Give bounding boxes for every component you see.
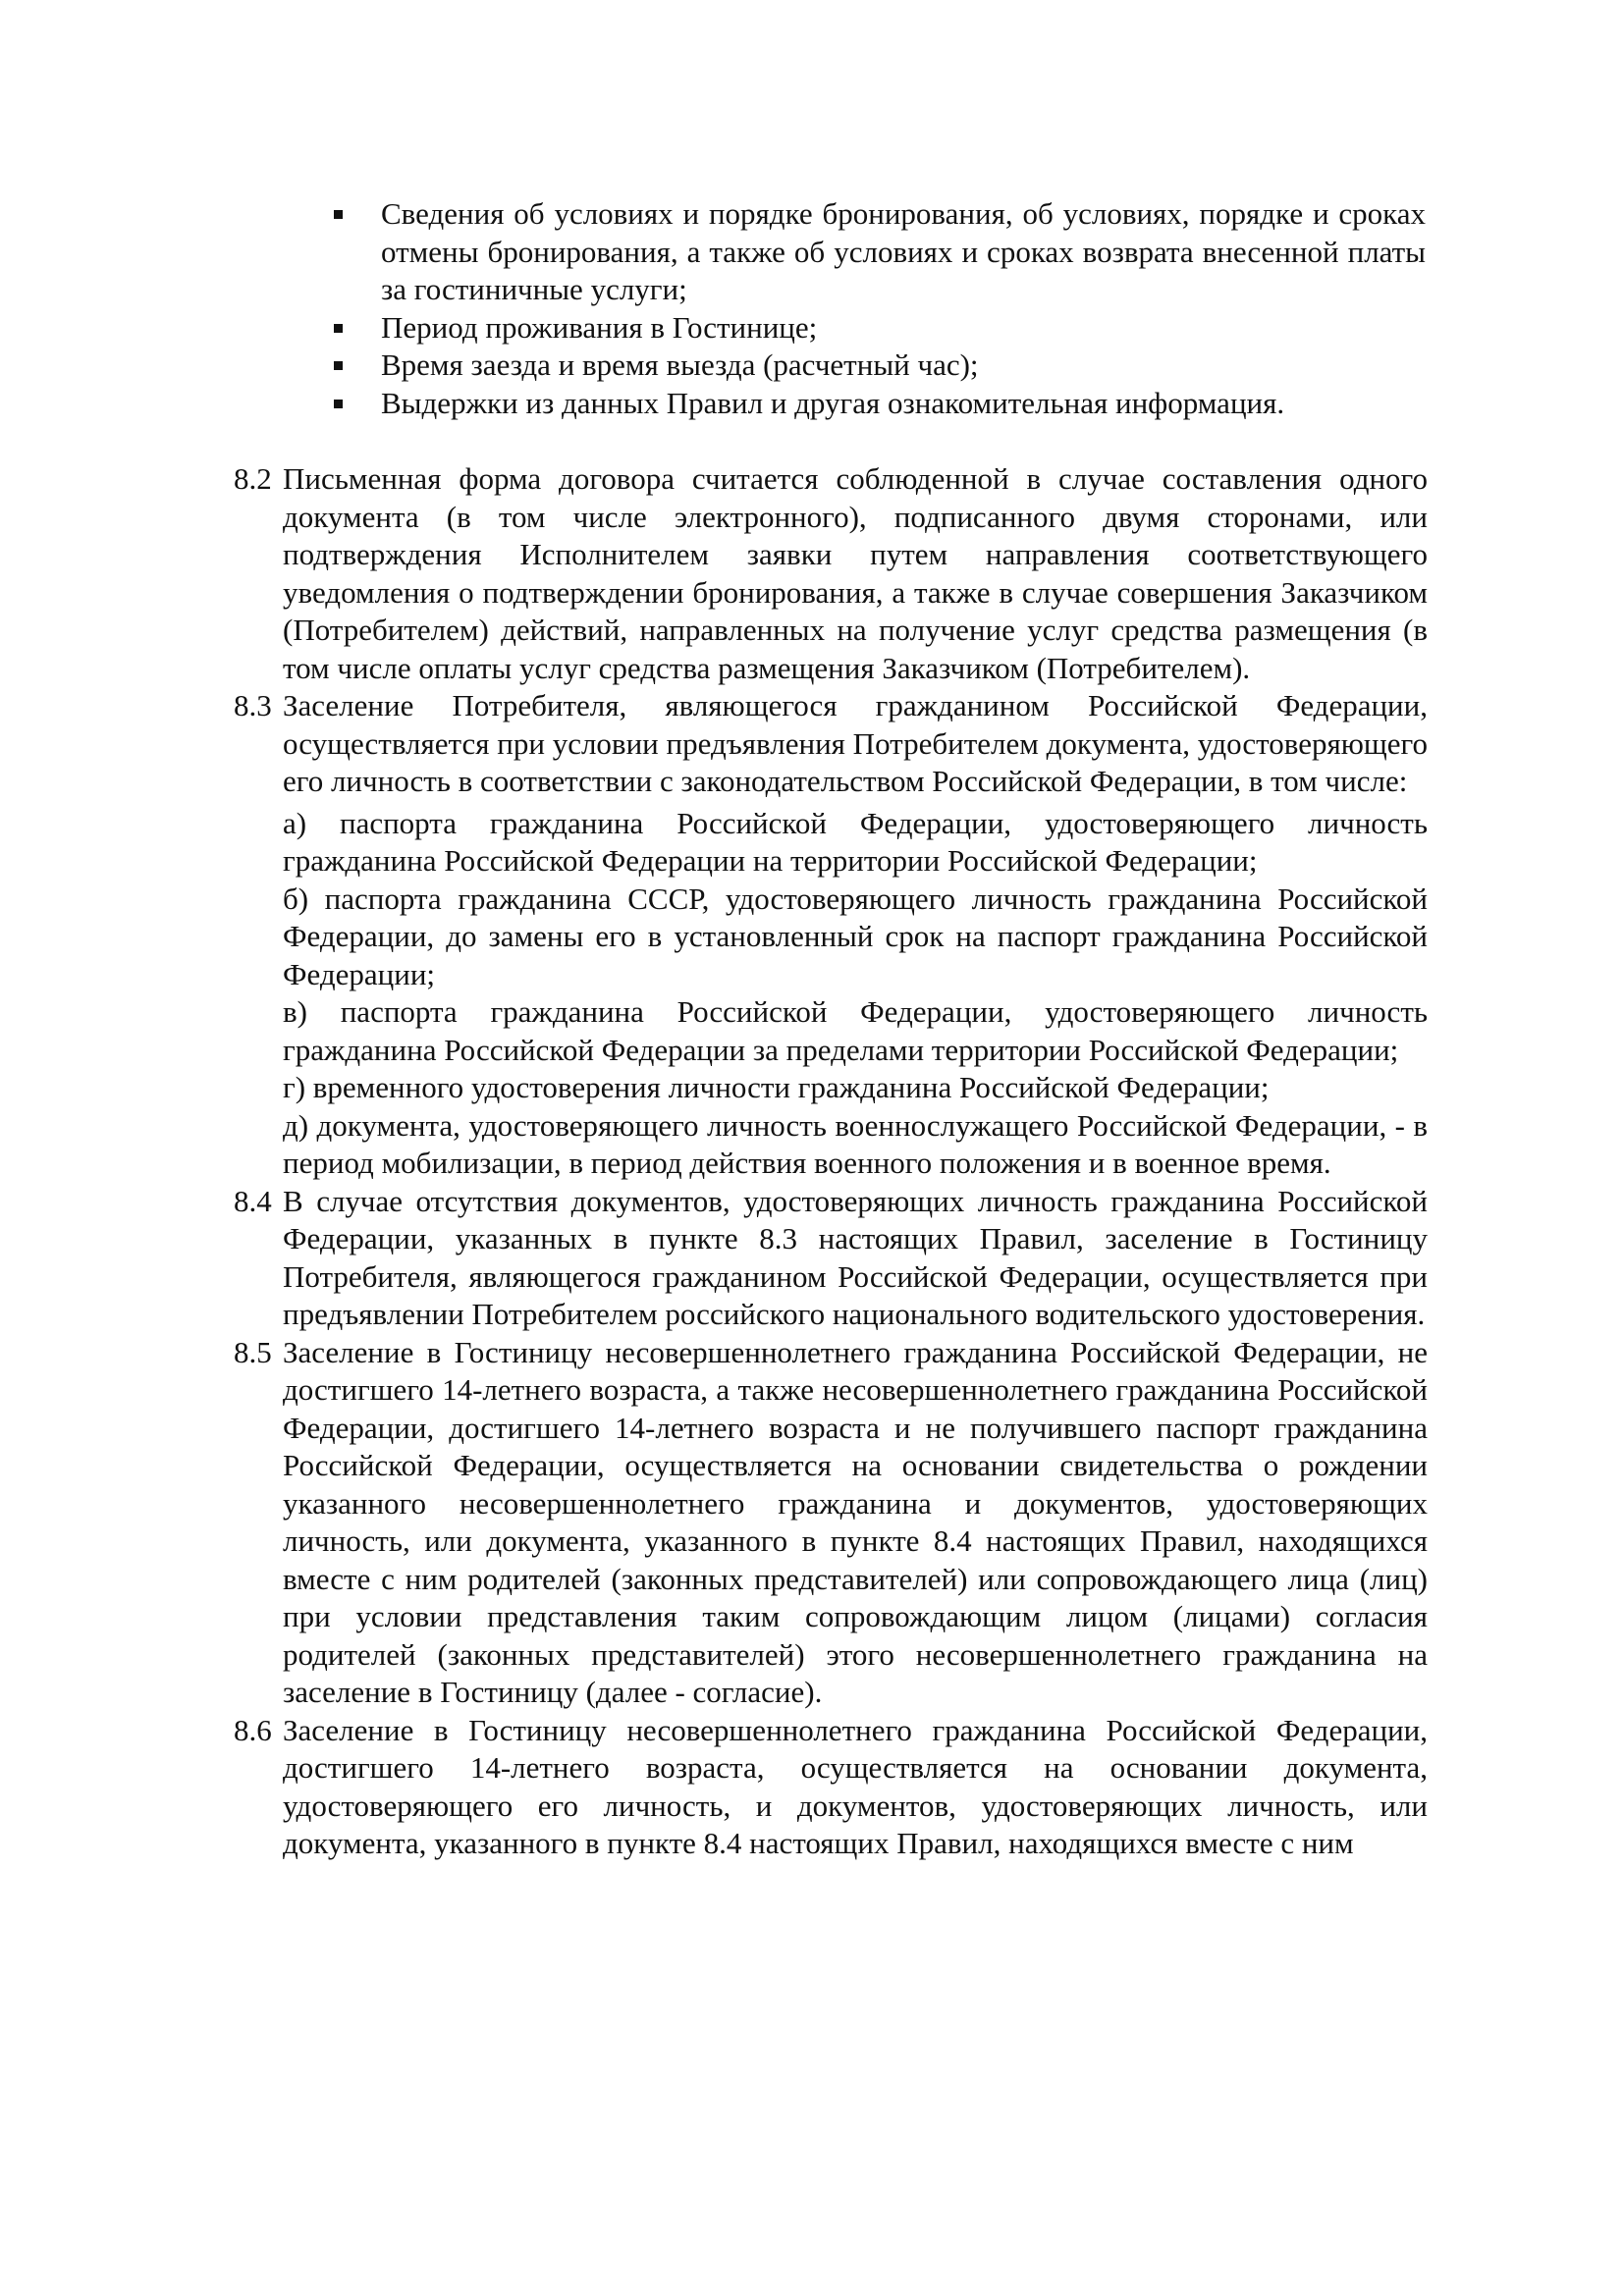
bullet-text: Время заезда и время выезда (расчетный час);: [381, 347, 979, 382]
document-type-item: д) документа, удостоверяющего личность военнослужащего Российской Федерации, - в период мобилизации, в период действия военного положения и в военное время.: [283, 1107, 1428, 1180]
clause-text: Письменная форма договора считается соблюденной в случае составления одного документа (в том числе электронного), подписанного двумя сторонами, или подтверждения Исполнителем заявки путем направления соответствующего уведомления о подтверждении бронирования, а также в случае совершения Заказчиком (Потребителем) действий, направленных на получение услуг средства размещения (в том числе оплаты услуг средства размещения Заказчиком (Потребителем).: [283, 461, 1428, 685]
clause-8-4: [234, 1183, 1428, 1334]
clause-8-6: [234, 1712, 1428, 1863]
clause-number: 8.4: [234, 1183, 272, 1218]
clause-number: 8.5: [234, 1334, 272, 1369]
clause-number: 8.2: [234, 461, 272, 496]
square-bullet-icon: [334, 324, 343, 333]
bullet-item: [334, 385, 1426, 423]
bullet-item: [334, 309, 1426, 347]
clause-text: В случае отсутствия документов, удостоверяющих личность гражданина Российской Федерации, указанных в пункте 8.3 настоящих Правил, заселение в Гостиницу Потребителя, являющегося гражданином Российской Федерации, осуществляется при предъявлении Потребителем российского национального водительского удостоверения.: [283, 1183, 1428, 1331]
clause-8-2: [234, 460, 1428, 687]
clause-number: 8.3: [234, 688, 272, 722]
clause-8-3: [234, 687, 1428, 1183]
clause-number: 8.6: [234, 1712, 272, 1747]
clause-text: Заселение в Гостиницу несовершеннолетнего гражданина Российской Федерации, достигшего 14-летнего возраста, осуществляется на основании документа, удостоверяющего его личность, и документов, удостоверяющих личность, или документа, указанного в пункте 8.4 настоящих Правил, находящихся вместе с ним: [283, 1712, 1428, 1860]
clause-text: Заселение в Гостиницу несовершеннолетнего гражданина Российской Федерации, не достигшего 14-летнего возраста, а также несовершеннолетнего гражданина Российской Федерации, достигшего 14-летнего возраста и не получившего паспорт гражданина Российской Федерации, осуществляется на основании свидетельства о рождении указанного несовершеннолетнего гражданина и документов, удостоверяющих личность, или документа, указанного в пункте 8.4 настоящих Правил, находящихся вместе с ним родителей (законных представителей) или сопровождающего лица (лиц) при условии представления таким сопровождающим лицом (лицами) согласия родителей (законных представителей) этого несовершеннолетнего гражданина на заселение в Гостиницу (далее - согласие).: [283, 1334, 1428, 1709]
bullet-item: [334, 195, 1426, 309]
document-type-item: г) временного удостоверения личности гражданина Российской Федерации;: [283, 1070, 1270, 1104]
bullet-text: Выдержки из данных Правил и другая ознакомительная информация.: [381, 385, 1285, 420]
document-type-item: в) паспорта гражданина Российской Федерации, удостоверяющего личность гражданина Российской Федерации за пределами территории Российской Федерации;: [283, 994, 1428, 1067]
document-type-item: б) паспорта гражданина СССР, удостоверяющего личность гражданина Российской Федерации, до замены его в установленный срок на паспорт гражданина Российской Федерации;: [283, 881, 1428, 991]
square-bullet-icon: [334, 210, 343, 219]
document-type-item: а) паспорта гражданина Российской Федерации, удостоверяющего личность гражданина Российской Федерации на территории Российской Федерации;: [283, 805, 1428, 878]
square-bullet-icon: [334, 361, 343, 370]
bullet-item: [334, 347, 1426, 385]
bullet-text: Период проживания в Гостинице;: [381, 309, 818, 345]
clause-text: Заселение Потребителя, являющегося гражданином Российской Федерации, осуществляется при условии предъявления Потребителем документа, удостоверяющего его личность в соответствии с законодательством Российской Федерации, в том числе:: [283, 688, 1428, 798]
clause-8-5: [234, 1334, 1428, 1712]
bullet-list: [334, 195, 1426, 422]
document-type-list: [283, 805, 1428, 1183]
square-bullet-icon: [334, 400, 343, 408]
bullet-text: Сведения об условиях и порядке бронирования, об условиях, порядке и сроках отмены бронирования, а также об условиях и сроках возврата внесенной платы за гостиничные услуги;: [381, 196, 1426, 306]
clauses-section: [234, 460, 1428, 1863]
